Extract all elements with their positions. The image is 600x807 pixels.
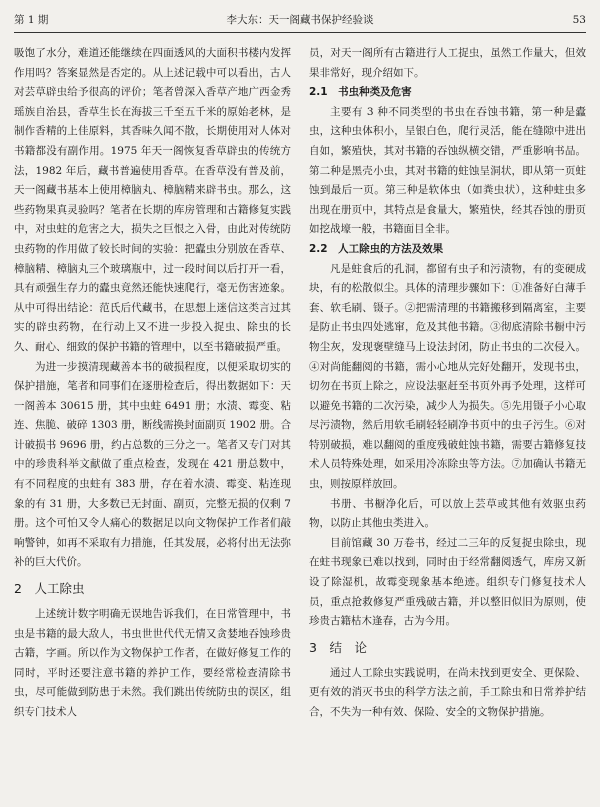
paragraph-conclusion: 通过人工除虫实践说明，在尚未找到更安全、更保险、更有效的消灭书虫的科学方法之前，手工除虫和日常养护结合，不失为一种有效、保险、安全的文物保护措施。 [309,666,586,718]
article-running-title: 李大东：天一阁藏书保护经验谈 [226,14,374,26]
journal-issue: 第 1 期 [14,14,49,26]
paragraph-cleaning-steps: 凡是蛀食后的孔洞，都留有虫子和污渍物，有的变硬成块，有的松散似尘。具体的清理步骤如下：①准备好白薄手套、软毛刷、镊子。②把需清理的书籍搬移到隔离室，主要是防止书虫四处逃窜，危及其他书籍。③彻底清除书橱中污物尘灰，发现褒壁缝马上设法封闭，防止书虫的二次侵入。④对尚能翻阅的书籍，需小心地从完好处翻开，发现书虫，切勿在书页上除之，应设法驱赶至书页外再予处理，这样可以避免书籍的二次污染，减少人为损失。⑤先用镊子小心取尽污渍物，然后用软毛刷轻轻刷净书页中的虫子污生。⑥对特别破损，难以翻阅的重度残破蛀蚀书籍，需要古籍修复技术人员特殊处理，如采用冷冻除虫等方法。⑦加确认书籍无虫，则按原样放回。 [309,262,586,491]
section-heading-conclusion: 3 结 论 [309,639,367,655]
subsection-heading-insect-types: 2.1 书虫种类及危害 [309,86,412,99]
paragraph-manual-removal-intro: 上述统计数字明确无误地告诉我们，在日常管理中，书虫是书籍的最大敌人，书虫世世代代无情又贪婪地吞蚀珍贵古籍，字画。所以作为文物保护工作者，在做好修复工作的同时，平时还要注意书籍的养护工作，要经常检查清除书虫，尽可能做到防患于未然。我们跳出传统防虫的误区，组织专门技术人 [14,608,291,718]
left-column [14,44,291,799]
paragraph-herb-discussion: 吸饱了水分，难道还能继续在四面透风的大面积书楼内发挥作用吗？答案显然是否定的。从上述记载中可以看出，古人对芸草辟虫给予很高的评价；笔者曾深入香草产地广西金秀瑶族自治县，香草生长在海拔三千至五千米的原始老林，是制作香精的上佳原料，其香味久闻不散，长期使用对人体对书籍都没有副作用。1975 年天一阁恢复香草辟虫的传统方法，1982 年后，藏书普遍使用香草。在香草没有普及前，天一阁藏书基本上使用樟脑丸、樟脑精来辟书虫。那么，这些药物果真灵验吗？笔者在长期的库房管理和古籍修复实践中，对虫蛀的危害之大，损失之巨恨之入骨，由此对传统防虫药物的作用做了较长时间的实验：把蠹虫分别放在香草、樟脑精、樟脑丸三个玻璃瓶中，过一段时间以后打开一看，具有顽强生存力的蠹虫竟然还能快速爬行，毫无伤害迹象。从中可得出结论：范氏后代藏书，在思想上迷信这类言过其实的辟虫药物，在行动上又不进一步投入捉虫、除虫的长久、耐心、细致的保护书籍的管理中，以至书籍破损严重。 [14,47,291,353]
paragraph-continuation: 员，对天一阁所有古籍进行人工捉虫，虽然工作量大，但效果非常好，现介绍如下。 [309,47,586,79]
subsection-heading-methods: 2.2 人工除虫的方法及效果 [309,242,444,255]
paragraph-results: 目前馆藏 30 万卷书，经过二三年的反复捉虫除虫，现在蛀书现象已难以找到，同时由于经常翻阅透气，库房又新设了除湿机，故霉变现象基本绝迹。组织专门修复技术人员，重点抢救修复严重残破古籍，并以整旧似旧为原则，使珍贵古籍枯木逢春，古为今用。 [309,536,586,628]
paragraph-insect-types: 主要有 3 种不同类型的书虫在吞蚀书籍，第一种是蠹虫，这种虫体积小，呈银白色，爬行灵活，能在缝隙中进出自如，繁殖快，其对书籍的吞蚀纵横交错，严重影响书品。第二种是黑壳小虫，其对书籍的蛀蚀呈洞状，即从第一页蛀蚀到最后一页。第三种是软体虫（如粪虫状），这种蛀虫多出现在册页中，其特点是食量大，繁殖快，经其吞蚀的册页如挖战壕一般，书籍面目全非。 [309,105,586,236]
paragraph-damage-statistics: 为进一步摸清现藏善本书的破损程度，以便采取切实的保护措施，笔者和同事们在逐册检查后，得出数据如下：天一阁善本 30615 册，其中虫蛀 6491 册；水渍、霉变、粘连、焦脆、破碎 1303 册，断线需换封面副页 1902 册。合计破损书 9696 册，约占总数的三分之一。笔者又专门对其中的珍贵科举文献做了重点检查，发现在 421 册总数中，有不同程度的虫蛀有 383 册，存在着水渍、霉变、粘连现象的有 31 册，大多数已无封面、副页，完整无损的仅剩 7 册。这个可怕又令人痛心的数据足以向文物保护工作者们敲响警钟，如再不采取有力措施，任其发展，必将付出无法弥补的巨大代价。 [14,360,291,569]
right-column [309,44,586,799]
page-number: 53 [572,14,586,26]
paragraph-purification: 书册、书橱净化后，可以放上芸草或其他有效驱虫药物，以防止其他虫类进入。 [309,497,586,530]
running-header [14,8,586,33]
section-heading-manual-pest-removal: 2 人工除虫 [14,581,85,597]
